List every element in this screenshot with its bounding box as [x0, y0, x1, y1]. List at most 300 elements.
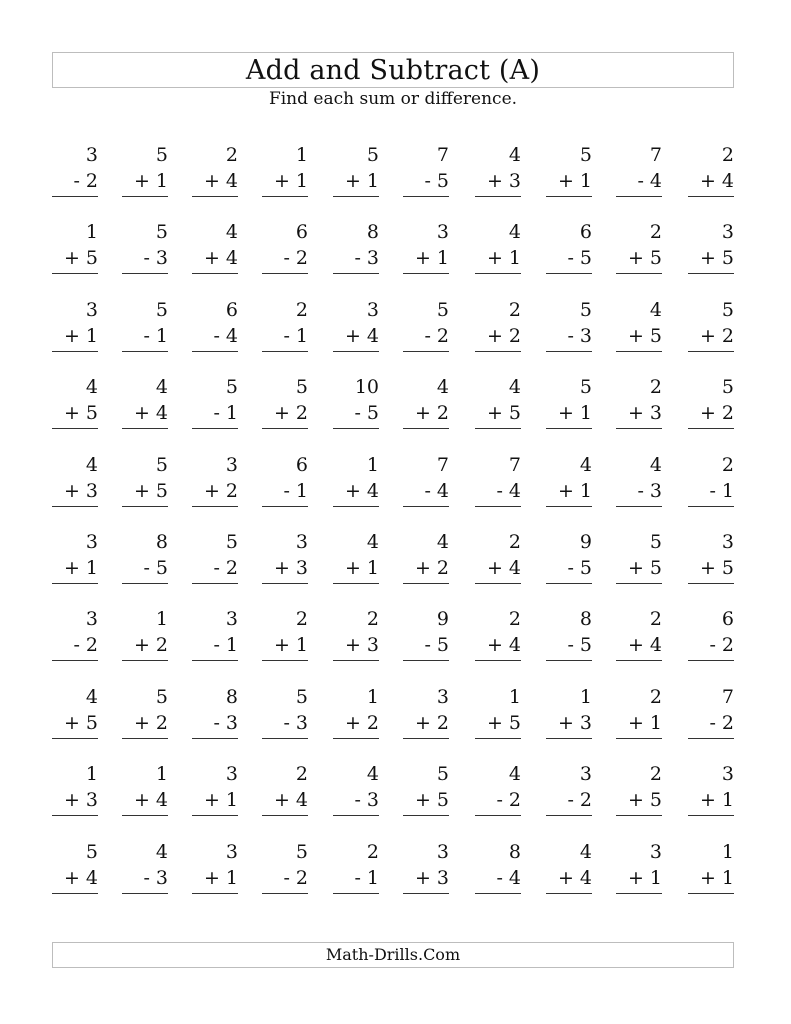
problem-top-number: 4 [366, 531, 379, 553]
problem-bottom-line [143, 249, 168, 268]
problem-bottom-number: 1 [295, 634, 308, 656]
problem-r2-c5 [333, 223, 379, 283]
problem-bottom-line [134, 791, 168, 810]
problem-top-number: 5 [579, 299, 592, 321]
problem-operator: - [283, 247, 290, 269]
problem-operator: - [354, 789, 361, 811]
problem-operator: - [213, 402, 220, 424]
problem-top-number: 5 [721, 376, 734, 398]
problem-bottom-number: 4 [155, 789, 168, 811]
answer-line [475, 351, 521, 352]
problem-bottom-number: 2 [85, 170, 98, 192]
problem-r7-c4 [262, 610, 308, 670]
problem-r5-c8 [546, 456, 592, 516]
problem-r8-c10 [688, 688, 734, 748]
problem-bottom-number: 2 [155, 712, 168, 734]
answer-line [192, 428, 238, 429]
problem-bottom-line [64, 249, 98, 268]
problem-r5-c4 [262, 456, 308, 516]
problem-bottom-line [73, 172, 98, 191]
answer-line [403, 660, 449, 661]
problem-top-number: 6 [225, 299, 238, 321]
answer-line [52, 893, 98, 894]
problem-operator: + [63, 247, 80, 269]
problem-operator: + [133, 712, 150, 734]
problem-bottom-line [134, 636, 168, 655]
problem-bottom-line [628, 404, 662, 423]
problem-r7-c3 [192, 610, 238, 670]
problem-r7-c5 [333, 610, 379, 670]
problem-bottom-number: 2 [85, 634, 98, 656]
problem-bottom-line [354, 869, 379, 888]
problem-bottom-number: 1 [225, 789, 238, 811]
problem-top-number: 5 [295, 841, 308, 863]
problem-bottom-number: 5 [649, 247, 662, 269]
problem-r1-c9 [616, 146, 662, 206]
problem-top-number: 3 [721, 763, 734, 785]
problem-bottom-number: 2 [436, 325, 449, 347]
problem-top-number: 2 [366, 841, 379, 863]
problem-bottom-line [628, 714, 662, 733]
problem-bottom-number: 4 [721, 170, 734, 192]
problem-r5-c9 [616, 456, 662, 516]
problem-operator: - [567, 634, 574, 656]
problem-r4-c1 [52, 378, 98, 438]
answer-line [475, 660, 521, 661]
answer-line [333, 738, 379, 739]
problem-top-number: 3 [225, 608, 238, 630]
problem-bottom-line [345, 327, 379, 346]
problem-r1-c2 [122, 146, 168, 206]
problem-operator: - [567, 789, 574, 811]
problem-bottom-line [424, 172, 449, 191]
answer-line [192, 583, 238, 584]
problem-operator: - [283, 712, 290, 734]
problem-bottom-number: 2 [579, 789, 592, 811]
problem-top-number: 2 [508, 608, 521, 630]
problem-bottom-line [283, 869, 308, 888]
problem-r6-c4 [262, 533, 308, 593]
page-title: Add and Subtract (A) [245, 54, 541, 86]
problem-bottom-number: 3 [225, 712, 238, 734]
problem-bottom-number: 5 [721, 557, 734, 579]
answer-line [616, 196, 662, 197]
footer-box [52, 942, 734, 968]
problem-bottom-line [274, 404, 308, 423]
problem-bottom-line [64, 327, 98, 346]
problem-r9-c5 [333, 765, 379, 825]
problem-operator: - [424, 480, 431, 502]
problem-r10-c4 [262, 843, 308, 903]
problem-bottom-line [709, 714, 734, 733]
problem-bottom-line [558, 869, 592, 888]
answer-line [262, 815, 308, 816]
answer-line [546, 583, 592, 584]
problem-r1-c4 [262, 146, 308, 206]
problem-bottom-number: 3 [295, 712, 308, 734]
problem-bottom-number: 3 [85, 789, 98, 811]
problem-bottom-line [345, 482, 379, 501]
problem-bottom-line [637, 172, 662, 191]
problem-bottom-line [628, 249, 662, 268]
problem-bottom-line [64, 714, 98, 733]
problem-top-number: 4 [579, 841, 592, 863]
problem-bottom-number: 4 [508, 634, 521, 656]
problem-bottom-line [709, 482, 734, 501]
problem-top-number: 4 [579, 454, 592, 476]
problem-top-number: 4 [436, 376, 449, 398]
problem-operator: + [63, 789, 80, 811]
problem-operator: - [73, 170, 80, 192]
problem-top-number: 2 [508, 531, 521, 553]
problem-bottom-line [567, 559, 592, 578]
problem-bottom-number: 4 [579, 867, 592, 889]
answer-line [192, 815, 238, 816]
problem-bottom-number: 1 [155, 170, 168, 192]
problem-bottom-number: 2 [436, 557, 449, 579]
problem-top-number: 2 [649, 608, 662, 630]
problem-top-number: 3 [85, 531, 98, 553]
problem-top-number: 2 [649, 221, 662, 243]
answer-line [403, 273, 449, 274]
problem-bottom-number: 5 [436, 634, 449, 656]
problem-r9-c6 [403, 765, 449, 825]
problem-top-number: 5 [155, 686, 168, 708]
problem-operator: - [637, 480, 644, 502]
problem-operator: + [627, 402, 644, 424]
problem-operator: - [709, 634, 716, 656]
problem-operator: - [283, 325, 290, 347]
problem-bottom-number: 5 [436, 789, 449, 811]
answer-line [52, 660, 98, 661]
problem-top-number: 8 [366, 221, 379, 243]
problem-r6-c10 [688, 533, 734, 593]
answer-line [546, 351, 592, 352]
answer-line [616, 506, 662, 507]
problem-operator: - [424, 325, 431, 347]
problem-operator: - [567, 325, 574, 347]
problem-bottom-number: 1 [295, 325, 308, 347]
problem-top-number: 2 [649, 686, 662, 708]
problem-r8-c2 [122, 688, 168, 748]
problem-operator: + [203, 789, 220, 811]
problem-bottom-line [628, 559, 662, 578]
problem-top-number: 4 [155, 841, 168, 863]
problem-top-number: 1 [508, 686, 521, 708]
problem-bottom-line [64, 404, 98, 423]
problem-bottom-line [73, 636, 98, 655]
problem-operator: + [414, 557, 431, 579]
problem-r1-c6 [403, 146, 449, 206]
problem-top-number: 3 [225, 763, 238, 785]
answer-line [52, 738, 98, 739]
problem-bottom-line [487, 172, 521, 191]
problem-bottom-number: 3 [649, 480, 662, 502]
instructions: Find each sum or difference. [268, 89, 518, 109]
problem-bottom-line [628, 869, 662, 888]
answer-line [122, 428, 168, 429]
answer-line [262, 506, 308, 507]
problem-top-number: 7 [436, 144, 449, 166]
problem-operator: - [213, 557, 220, 579]
answer-line [546, 428, 592, 429]
problem-bottom-number: 5 [579, 247, 592, 269]
problem-operator: + [486, 557, 503, 579]
problem-r9-c7 [475, 765, 521, 825]
answer-line [616, 815, 662, 816]
problem-r7-c7 [475, 610, 521, 670]
problem-r5-c1 [52, 456, 98, 516]
problem-operator: + [414, 712, 431, 734]
problem-bottom-line [345, 559, 379, 578]
problem-r9-c4 [262, 765, 308, 825]
answer-line [475, 428, 521, 429]
problem-bottom-number: 5 [579, 634, 592, 656]
problem-r10-c7 [475, 843, 521, 903]
problem-top-number: 4 [85, 454, 98, 476]
problem-bottom-number: 4 [366, 480, 379, 502]
problem-top-number: 3 [579, 763, 592, 785]
problem-r2-c3 [192, 223, 238, 283]
answer-line [333, 660, 379, 661]
problem-bottom-number: 2 [436, 712, 449, 734]
problem-r10-c1 [52, 843, 98, 903]
problem-bottom-line [274, 636, 308, 655]
problem-r8-c8 [546, 688, 592, 748]
problem-bottom-line [204, 249, 238, 268]
problem-r10-c3 [192, 843, 238, 903]
problem-operator: - [283, 867, 290, 889]
problem-operator: + [486, 247, 503, 269]
problem-bottom-number: 5 [649, 325, 662, 347]
problem-operator: - [213, 325, 220, 347]
problem-top-number: 2 [295, 763, 308, 785]
problem-bottom-number: 3 [436, 867, 449, 889]
problem-bottom-number: 3 [579, 712, 592, 734]
problem-top-number: 3 [721, 531, 734, 553]
problem-bottom-line [415, 869, 449, 888]
answer-line [616, 893, 662, 894]
problem-bottom-number: 5 [508, 402, 521, 424]
problem-top-number: 5 [225, 531, 238, 553]
problem-operator: + [63, 557, 80, 579]
problem-top-number: 3 [649, 841, 662, 863]
problem-bottom-line [134, 172, 168, 191]
problem-bottom-number: 4 [366, 325, 379, 347]
answer-line [333, 893, 379, 894]
problem-operator: + [344, 325, 361, 347]
problem-bottom-number: 2 [295, 402, 308, 424]
problem-operator: + [557, 170, 574, 192]
problem-operator: + [203, 867, 220, 889]
problem-operator: - [143, 247, 150, 269]
problem-bottom-number: 5 [579, 557, 592, 579]
problem-top-number: 5 [295, 686, 308, 708]
problem-operator: + [273, 402, 290, 424]
problem-top-number: 7 [649, 144, 662, 166]
answer-line [122, 738, 168, 739]
problem-operator: - [354, 867, 361, 889]
problem-top-number: 4 [366, 763, 379, 785]
problem-r1-c5 [333, 146, 379, 206]
problem-bottom-number: 2 [721, 402, 734, 424]
problem-operator: + [486, 325, 503, 347]
answer-line [475, 273, 521, 274]
problem-top-number: 3 [436, 686, 449, 708]
problem-r9-c8 [546, 765, 592, 825]
problem-operator: + [273, 789, 290, 811]
problem-bottom-line [354, 404, 379, 423]
problem-bottom-line [700, 559, 734, 578]
problem-r5-c7 [475, 456, 521, 516]
problem-bottom-line [496, 482, 521, 501]
answer-line [122, 815, 168, 816]
problem-bottom-line [496, 869, 521, 888]
problem-bottom-number: 3 [85, 480, 98, 502]
problem-r3-c9 [616, 301, 662, 361]
problem-r3-c6 [403, 301, 449, 361]
problem-bottom-number: 1 [366, 867, 379, 889]
answer-line [262, 738, 308, 739]
problem-bottom-line [134, 404, 168, 423]
problem-r4-c6 [403, 378, 449, 438]
problem-bottom-line [487, 636, 521, 655]
problem-top-number: 5 [436, 763, 449, 785]
answer-line [333, 196, 379, 197]
problem-operator: + [627, 867, 644, 889]
answer-line [546, 506, 592, 507]
problem-operator: + [133, 402, 150, 424]
problem-operator: + [344, 712, 361, 734]
problem-r4-c8 [546, 378, 592, 438]
problem-bottom-number: 2 [225, 480, 238, 502]
problem-operator: + [344, 634, 361, 656]
answer-line [192, 893, 238, 894]
problem-top-number: 6 [579, 221, 592, 243]
problem-bottom-line [487, 404, 521, 423]
problem-bottom-number: 3 [508, 170, 521, 192]
problem-bottom-number: 2 [155, 634, 168, 656]
problem-bottom-number: 1 [225, 867, 238, 889]
problem-bottom-number: 2 [508, 325, 521, 347]
problem-bottom-line [487, 559, 521, 578]
problem-operator: + [133, 634, 150, 656]
answer-line [688, 660, 734, 661]
problem-bottom-line [487, 327, 521, 346]
problem-bottom-number: 3 [155, 867, 168, 889]
problem-r9-c2 [122, 765, 168, 825]
problem-bottom-line [496, 791, 521, 810]
problem-r9-c1 [52, 765, 98, 825]
problem-bottom-line [143, 559, 168, 578]
problem-operator: + [699, 325, 716, 347]
problem-operator: - [709, 480, 716, 502]
problem-operator: + [699, 247, 716, 269]
answer-line [333, 506, 379, 507]
problem-bottom-number: 5 [155, 557, 168, 579]
problem-top-number: 3 [436, 221, 449, 243]
answer-line [616, 583, 662, 584]
problem-operator: - [73, 634, 80, 656]
problem-r4-c7 [475, 378, 521, 438]
problem-top-number: 4 [508, 221, 521, 243]
problem-r3-c2 [122, 301, 168, 361]
problem-top-number: 4 [436, 531, 449, 553]
problem-bottom-line [274, 172, 308, 191]
answer-line [546, 815, 592, 816]
problem-bottom-line [487, 714, 521, 733]
problem-r1-c8 [546, 146, 592, 206]
problem-bottom-line [64, 482, 98, 501]
problem-bottom-line [213, 714, 238, 733]
problem-top-number: 2 [649, 763, 662, 785]
problem-bottom-line [134, 714, 168, 733]
problem-bottom-number: 1 [721, 480, 734, 502]
problem-bottom-line [345, 636, 379, 655]
problem-operator: - [567, 247, 574, 269]
problem-bottom-number: 5 [85, 712, 98, 734]
problem-bottom-number: 5 [436, 170, 449, 192]
problem-operator: + [133, 170, 150, 192]
answer-line [616, 738, 662, 739]
problem-bottom-number: 1 [366, 170, 379, 192]
problem-operator: + [414, 789, 431, 811]
problem-bottom-number: 5 [649, 789, 662, 811]
problem-bottom-number: 3 [155, 247, 168, 269]
answer-line [688, 738, 734, 739]
problem-r2-c10 [688, 223, 734, 283]
problem-operator: - [143, 867, 150, 889]
problem-bottom-line [700, 249, 734, 268]
problem-bottom-line [213, 559, 238, 578]
problem-top-number: 1 [366, 686, 379, 708]
problem-r8-c9 [616, 688, 662, 748]
problem-operator: + [557, 402, 574, 424]
problem-operator: + [273, 634, 290, 656]
answer-line [688, 815, 734, 816]
problem-bottom-number: 1 [721, 867, 734, 889]
problem-r3-c8 [546, 301, 592, 361]
answer-line [262, 273, 308, 274]
problem-r5-c10 [688, 456, 734, 516]
problem-bottom-number: 1 [649, 712, 662, 734]
problem-top-number: 2 [649, 376, 662, 398]
problem-operator: - [283, 480, 290, 502]
answer-line [262, 196, 308, 197]
answer-line [616, 351, 662, 352]
problem-bottom-line [415, 249, 449, 268]
problem-top-number: 2 [295, 299, 308, 321]
problem-bottom-line [700, 172, 734, 191]
problem-bottom-number: 1 [155, 325, 168, 347]
problem-operator: + [203, 170, 220, 192]
answer-line [403, 351, 449, 352]
problem-bottom-line [567, 327, 592, 346]
problem-bottom-number: 2 [721, 325, 734, 347]
problem-bottom-line [567, 249, 592, 268]
problem-r7-c2 [122, 610, 168, 670]
problem-top-number: 1 [721, 841, 734, 863]
problem-top-number: 1 [85, 763, 98, 785]
problem-operator: + [557, 480, 574, 502]
answer-line [52, 428, 98, 429]
problem-top-number: 5 [155, 221, 168, 243]
problem-top-number: 3 [721, 221, 734, 243]
problem-bottom-line [415, 559, 449, 578]
problem-top-number: 5 [85, 841, 98, 863]
problem-bottom-line [134, 482, 168, 501]
problem-top-number: 5 [155, 454, 168, 476]
